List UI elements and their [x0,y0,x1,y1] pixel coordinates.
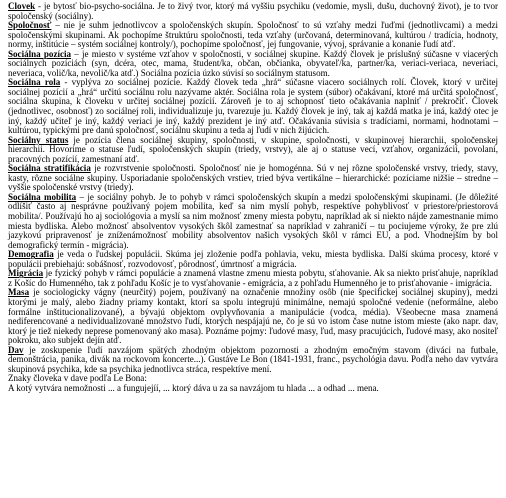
definition-migracia: je fyzický pohyb v rámci populácie a znamená vlastne zmenu miesta pobytu, sťahovanie. Ak sa niekto prisťahuje, napríklad z Košíc do Humenného, tak z pohľadu Košíc je to vysťahovanie - emigrácia, a z pohľadu Humenného je to prisťahovanie - imigrácia. [8,268,498,288]
definition-socialna-pozicia: – je miesto v systéme vzťahov v spoločnosti, v sociálnej skupine. Každý človek je príslušný súčasne v viacerých sociálnych pozíciách (syn, dcéra, otec, mama, študent/ka, občan, občianka, obyvateľ/ka, partner/ka, veriaci-veriaca, neveriaci, neveriaca, volič/ka, nevolič/ka atď.) Sociálna pozícia úzko súvisí so sociálnym statusom. [8,48,498,78]
paragraph-demografia [8,250,498,269]
paragraph-masa [8,288,498,345]
definition-dav: je zoskupenie ľudí navzájom spätých zhodným objektom pozornosti a zhodným emočným stavom (diváci na futbale, demonštrácia, panika, divák na rockovom koncerte...). Gustáve Le Bon (1841-1931, franc., psychológia davu. Podľa neho dav vytvára skupinová psychika, kde sa psychika jednotlivca stráca, respektíve mení. [8,344,498,374]
paragraph-socialna-stratifikacia [8,164,498,193]
definition-socialny-status: je pozícia člena sociálnej skupiny, spoločnosti, v skupine, spoločnosti, v skupinovej hierarchii, spoločenskej hierarchii. Hovoríme o statuse ľudí, spoločenských skupín (triedy, vrstvy), ale aj o statuse vecí, vzťahov, organizácií, povolaní, pracovných pozícií, zamestnaní atď. [8,134,498,164]
paragraph-spolocnost [8,21,498,50]
term-clovek: Clovek [8,1,36,11]
definition-masa: je sociologicky vágny (neurčitý) pojem, používaný na označenie množiny osôb (nie špecifickej sociálnej skupiny), medzi ktorými je malý, alebo žiadny priamy kontakt, ktorí sa spolu integrujú minimálne, nemajú spoločné vedenie (neformálne, alebo formálne inštitucionalizované), a bývajú objektom ovplyvňovania a manipulácie (vodca, média). Všeobecne masa znamená nediferencované a nedividualizované množstvo ľudí, ktorých nespájajú ne, čo je sú vo istom čase nutne istom mieste (ako napr. dav, ktorý je tiež niekedy neprese pomenovaný ako masa). Poznáme pojmy: ľudové masy, ľud, masy pracujúcich, ľudové masy, ako nositeľ pokroku, ako subjekt dejín atď. [8,287,498,346]
term-spolocnost: Spoločnosť [8,20,52,31]
paragraph-cut-off: A kotý vytvára nemožnosti ... a fungujejíí, ... ktorý dáva u za sa navzájom tu hlada ... a odhad ... mena. [8,382,379,393]
term-masa: Masa [8,287,30,298]
definition-demografia: je veda o ľudskej populácii. Skúma jej zloženie podľa pohlavia, veku, miesta bydliska. Další skúma procesy, ktoré v populácii prebiehajú: sobášnosť, rozvodovosť, pôrodnosť, úmrtnosť a migrácia. [8,249,498,269]
definition-socialna-rola: - vyplýva zo sociálnej pozície. Každý človek teda „hrá“ súčasne viacero sociálnych rolí. Človek, ktorý v určitej sociálnej pozícií a „hrá“ určitú sociálnu rolu nazývame aktér. Sociálna rola je system (súbor) očakávaní, ktoré má určitá spoločnosť, sociálna skupina, k človeku v určitej sociálnej pozícií. Zároveň je to aj schopnosť tieto očakávania naplniť / prekročiť. Človek (jednotlivec, osobnosť) zo sociálnej roli, individualizuje ju, tvarezuje ju. Každý človek je iný, tak aj každá matka je iná, každý otec je iný, každý učiteľ je iný, každý veriaci je iný, každý prezident je iný atď. Očakávania súvisia s tradíciami, normami, hodnotami – kultúrou, typickými pre danú spoločnosť, sociálnu skupinu a teda aj ľudí v nich žijúcich. [8,77,498,136]
term-socialna-mobilita: Sociálna mobilita [8,191,77,202]
paragraph-socialna-rola [8,78,498,135]
paragraph-socialny-status [8,136,498,165]
definition-spolocnost: – nie je suhm jednotlivcov a spoločenských skupín. Spoločnosť to sú vzťahy medzi ľuďmi (jednotlivcami) a medzi spoločenskými skupinami. Ak pochopíme štruktúru spoločnosti, teda vzťahy (určovaná, determinovaná, kultúrou / tradícia, hodnoty, normy, inštitúcie – systém sociálnej kontroly/), pochopíme spoločnosť, jej fungovanie, vývoj, správanie a konanie ľudí atď. [8,20,498,50]
term-demografia: Demografia [8,249,54,260]
definition-socialna-mobilita: – je sociálny pohyb. Je to pohyb v rámci spoločenských skupín a medzi spoločenskými skupinami. (Je dôležité odlíšiť často aj nesprávne používaný pojem mobilita, keď sa nim myslí pohyb, respektíve pohyblivosť v priestore/priestorová mobilita/. Používajú ho aj sociológovia a myslí sa nim možnosť zmeny miesta pobytu, napríklad ak si niekto nájde zamestnanie mimo miesta bydliska. Alebo možnosť absolventov vysokých škôl zamestnať sa napríklad v zahraničí – tu pociujeme výroky, že pre zlú jazykovú pripravenosť je zníženámožnosť mobility absolventov našich vysokých škôl v rámci EU, a pod. Vhodnejším by bol demografický termín - migrácia). [8,191,498,250]
paragraph-migracia [8,269,498,288]
definition-clovek: - je bytosť bio-psycho-sociálna. Je to živý tvor, ktorý má vyššiu psychiku (vedomie, mysli, dušu, duchovný život), je to tvor spoločenský (sociálny). [8,1,498,21]
term-dav: Dav [8,344,24,355]
paragraph-socialna-pozicia [8,50,498,79]
document-body [8,2,498,393]
term-migracia: Migrácia [8,268,44,279]
paragraph-socialna-mobilita [8,193,498,250]
paragraph-clovek [8,2,498,21]
paragraph-dav [8,346,498,375]
term-socialna-pozicia: Sociálna pozícia [8,48,72,59]
term-socialna-stratifikacia: Sociálna stratifikácia [8,163,91,174]
paragraph-znaky-cloveka-v-dave: Znaky človeka v dave podľa Le Bona: [8,373,147,384]
definition-socialna-stratifikacia: je rozvrstvenie spoločnosti. Spoločnosť nie je homogénna. Sú v nej rôzne spoločenské vrstvy, triedy, stavy, kasty, rôzne sociálne skupiny. Usporiadanie spoločenských vrstiev, tried býva vertikálne – hierarchické: pozíciame nižšie – stredne – vyššie spoločenské vrstvy (triedy). [8,163,498,193]
term-socialna-rola: Sociálna rola [8,77,61,88]
term-socialny-status: Sociálny status [8,134,69,145]
